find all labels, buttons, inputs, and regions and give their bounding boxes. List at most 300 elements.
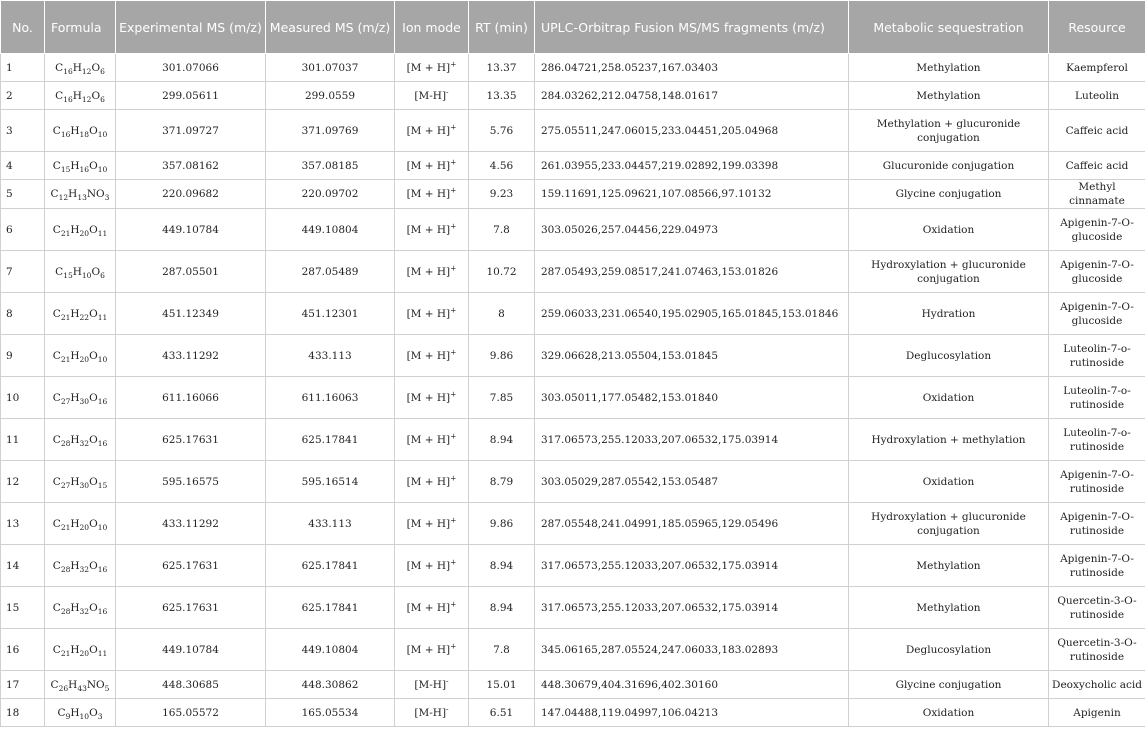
cell-resource: Kaempferol [1049,54,1145,82]
ion-charge: + [450,122,457,131]
cell-formula [45,180,116,209]
formula-subscript: 11 [97,228,108,238]
ion-charge: + [450,473,457,482]
table-row [1,503,1145,545]
cell-rt: 8.79 [469,461,535,503]
formula-element: O [89,559,98,572]
formula-element: H [72,61,82,74]
formula-element: H [72,265,82,278]
cell-experimental-ms: 371.09727 [116,110,266,152]
formula-element: O [89,475,98,488]
cell-formula [45,629,116,671]
cell-ion-mode [395,180,469,209]
ion-charge: + [450,389,457,398]
ion-mode-label: [M + H] [406,159,451,172]
cell-formula [45,419,116,461]
cell-experimental-ms: 449.10784 [116,629,266,671]
cell-rt: 15.01 [469,671,535,699]
cell-measured-ms: 287.05489 [266,251,395,293]
cell-fragments: 329.06628,213.05504,153.01845 [535,335,849,377]
ion-charge: - [446,676,449,685]
cell-ion-mode [395,503,469,545]
formula-element: H [68,188,78,200]
formula-element: C [52,307,61,320]
formula-subscript: 16 [63,66,73,76]
cell-resource: Methyl cinnamate [1049,180,1145,209]
formula-element: C [52,601,61,614]
cell-experimental-ms: 433.11292 [116,503,266,545]
cell-no: 14 [1,545,45,587]
ion-mode-label: [M-H] [414,678,447,691]
cell-experimental-ms: 301.07066 [116,54,266,82]
ion-charge: + [450,431,457,440]
formula-subscript: 30 [79,396,90,406]
header-measured-ms: Measured MS (m/z) [266,1,395,54]
cell-metabolic-sequestration: Methylation [849,545,1049,587]
ion-charge: + [450,347,457,356]
formula-subscript: 10 [81,270,92,280]
cell-metabolic-sequestration: Deglucosylation [849,335,1049,377]
formula-subscript: 3 [104,193,110,203]
cell-formula [45,152,116,180]
cell-fragments: 261.03955,233.04457,219.02892,199.03398 [535,152,849,180]
cell-rt: 8.94 [469,545,535,587]
cell-formula [45,110,116,152]
cell-metabolic-sequestration: Hydroxylation + methylation [849,419,1049,461]
formula-element: C [55,89,64,102]
formula-element: C [57,706,66,719]
cell-measured-ms: 220.09702 [266,180,395,209]
formula-element: H [70,307,80,320]
cell-formula [45,671,116,699]
cell-metabolic-sequestration: Methylation [849,587,1049,629]
formula-subscript: 5 [104,683,110,693]
cell-rt: 13.35 [469,82,535,110]
cell-formula [45,461,116,503]
formula-element: O [89,159,98,172]
cell-ion-mode [395,629,469,671]
table-row [1,377,1145,419]
header-ion-mode: Ion mode [395,1,469,54]
header-no: No. [1,1,45,54]
ion-charge: + [450,185,457,195]
cell-metabolic-sequestration: Oxidation [849,209,1049,251]
cell-ion-mode [395,699,469,727]
header-fragments: UPLC-Orbitrap Fusion MS/MS fragments (m/z) [535,1,849,54]
formula-subscript: 22 [79,312,90,322]
formula-element: O [91,61,101,74]
cell-metabolic-sequestration: Oxidation [849,699,1049,727]
cell-ion-mode [395,293,469,335]
cell-metabolic-sequestration: Deglucosylation [849,629,1049,671]
table-body [1,54,1145,727]
cell-no: 2 [1,82,45,110]
table-row [1,110,1145,152]
table-row [1,699,1145,727]
cell-fragments: 147.04488,119.04997,106.04213 [535,699,849,727]
cell-fragments: 317.06573,255.12033,207.06532,175.03914 [535,419,849,461]
formula-element: C [52,124,61,137]
formula-subscript: 28 [60,606,71,616]
cell-metabolic-sequestration: Hydroxylation + glucuronide conjugation [849,503,1049,545]
cell-metabolic-sequestration: Methylation [849,82,1049,110]
formula-subscript: 11 [97,312,108,322]
cell-fragments: 287.05493,259.08517,241.07463,153.01826 [535,251,849,293]
cell-measured-ms: 449.10804 [266,209,395,251]
formula-element: H [68,678,78,691]
cell-resource: Apigenin-7-O-rutinoside [1049,461,1145,503]
cell-resource: Apigenin-7-O-glucoside [1049,293,1145,335]
formula-element: O [89,307,98,320]
cell-measured-ms: 625.17841 [266,419,395,461]
cell-no: 12 [1,461,45,503]
cell-rt: 7.8 [469,209,535,251]
formula-subscript: 27 [60,396,71,406]
formula-subscript: 15 [97,480,108,490]
cell-fragments: 303.05026,257.04456,229.04973 [535,209,849,251]
formula-subscript: 26 [58,683,69,693]
cell-experimental-ms: 449.10784 [116,209,266,251]
cell-ion-mode [395,82,469,110]
table-row [1,587,1145,629]
formula-element: NO [86,678,105,691]
cell-metabolic-sequestration: Methylation [849,54,1049,82]
cell-no: 13 [1,503,45,545]
cell-ion-mode [395,251,469,293]
cell-formula [45,545,116,587]
formula-subscript: 20 [79,522,90,532]
table-header [1,1,1145,54]
formula-element: O [89,643,98,656]
header-rt: RT (min) [469,1,535,54]
cell-experimental-ms: 299.05611 [116,82,266,110]
cell-ion-mode [395,54,469,82]
cell-resource: Luteolin-7-o-rutinoside [1049,419,1145,461]
cell-rt: 7.8 [469,629,535,671]
cell-formula [45,82,116,110]
ion-mode-label: [M + H] [406,559,451,572]
formula-subscript: 21 [60,228,71,238]
formula-subscript: 21 [60,648,71,658]
formula-subscript: 21 [60,312,71,322]
cell-measured-ms: 433.113 [266,335,395,377]
cell-measured-ms: 371.09769 [266,110,395,152]
formula-element: C [52,159,61,172]
cell-ion-mode [395,545,469,587]
formula-element: O [89,517,98,530]
table-row [1,419,1145,461]
cell-fragments: 345.06165,287.05524,247.06033,183.02893 [535,629,849,671]
formula-subscript: 43 [77,683,87,693]
table-row [1,251,1145,293]
cell-metabolic-sequestration: Glucuronide conjugation [849,152,1049,180]
cell-experimental-ms: 451.12349 [116,293,266,335]
ion-mode-label: [M + H] [406,601,451,614]
formula-element: C [52,475,61,488]
formula-subscript: 16 [97,438,108,448]
cell-fragments: 317.06573,255.12033,207.06532,175.03914 [535,545,849,587]
cell-no: 17 [1,671,45,699]
formula-subscript: 6 [100,66,105,76]
cell-formula [45,587,116,629]
header-metabolic-sequestration: Metabolic sequestration [849,1,1049,54]
cell-measured-ms: 357.08185 [266,152,395,180]
formula-subscript: 11 [97,648,108,658]
cell-fragments: 159.11691,125.09621,107.08566,97.10132 [535,180,849,209]
formula-element: C [52,223,61,236]
table-row [1,335,1145,377]
formula-subscript: 10 [97,129,108,139]
formula-subscript: 16 [97,564,108,574]
ion-charge: + [450,557,457,566]
cell-measured-ms: 625.17841 [266,545,395,587]
formula-subscript: 16 [97,606,108,616]
formula-element: H [70,124,80,137]
cell-metabolic-sequestration: Methylation + glucuronide conjugation [849,110,1049,152]
cell-formula [45,54,116,82]
cell-ion-mode [395,152,469,180]
formula-element: H [70,223,80,236]
ion-charge: + [450,305,457,314]
table-row [1,180,1145,209]
cell-experimental-ms: 220.09682 [116,180,266,209]
formula-element: C [52,349,61,362]
cell-experimental-ms: 287.05501 [116,251,266,293]
ion-mode-label: [M + H] [406,349,451,362]
cell-measured-ms: 165.05534 [266,699,395,727]
cell-resource: Apigenin-7-O-rutinoside [1049,503,1145,545]
cell-no: 10 [1,377,45,419]
cell-no: 8 [1,293,45,335]
formula-element: H [70,643,80,656]
cell-formula [45,699,116,727]
cell-formula [45,377,116,419]
cell-resource: Luteolin-7-o-rutinoside [1049,335,1145,377]
cell-no: 18 [1,699,45,727]
formula-element: C [55,265,64,278]
cell-ion-mode [395,377,469,419]
ion-charge: + [450,157,457,166]
formula-element: O [89,124,98,137]
formula-element: C [52,559,61,572]
cell-ion-mode [395,209,469,251]
cell-rt: 4.56 [469,152,535,180]
cell-resource: Apigenin-7-O-glucoside [1049,209,1145,251]
formula-subscript: 10 [79,711,90,721]
cell-measured-ms: 301.07037 [266,54,395,82]
cell-fragments: 275.05511,247.06015,233.04451,205.04968 [535,110,849,152]
formula-subscript: 20 [79,228,90,238]
formula-element: O [89,706,98,719]
cell-measured-ms: 451.12301 [266,293,395,335]
ion-charge: + [450,59,457,68]
formula-element: H [72,89,82,102]
table-row [1,152,1145,180]
ion-mode-label: [M + H] [406,391,451,404]
cell-resource: Caffeic acid [1049,110,1145,152]
cell-measured-ms: 448.30862 [266,671,395,699]
formula-subscript: 16 [63,94,73,104]
formula-subscript: 12 [81,94,92,104]
cell-rt: 9.86 [469,503,535,545]
cell-rt: 7.85 [469,377,535,419]
ion-mode-label: [M + H] [406,188,451,200]
cell-resource: Quercetin-3-O-rutinoside [1049,629,1145,671]
formula-subscript: 21 [60,522,71,532]
cell-fragments: 286.04721,258.05237,167.03403 [535,54,849,82]
formula-element: H [70,159,80,172]
cell-fragments: 287.05548,241.04991,185.05965,129.05496 [535,503,849,545]
formula-subscript: 20 [79,354,90,364]
cell-formula [45,335,116,377]
cell-metabolic-sequestration: Oxidation [849,377,1049,419]
cell-fragments: 448.30679,404.31696,402.30160 [535,671,849,699]
formula-element: C [52,433,61,446]
ion-mode-label: [M + H] [406,307,451,320]
formula-subscript: 27 [60,480,71,490]
header-experimental-ms: Experimental MS (m/z) [116,1,266,54]
ion-mode-label: [M + H] [406,475,451,488]
table-row [1,461,1145,503]
cell-no: 11 [1,419,45,461]
ion-charge: + [450,599,457,608]
cell-experimental-ms: 625.17631 [116,545,266,587]
formula-subscript: 21 [60,354,71,364]
cell-measured-ms: 611.16063 [266,377,395,419]
cell-formula [45,503,116,545]
formula-subscript: 15 [60,164,71,174]
cell-measured-ms: 625.17841 [266,587,395,629]
formula-element: H [70,433,80,446]
formula-subscript: 6 [100,94,105,104]
ion-charge: - [446,87,449,96]
cell-rt: 8.94 [469,419,535,461]
formula-subscript: 10 [97,164,108,174]
cell-formula [45,209,116,251]
formula-subscript: 15 [63,270,73,280]
ion-mode-label: [M-H] [414,706,447,719]
formula-subscript: 30 [79,480,90,490]
formula-element: O [89,223,98,236]
formula-subscript: 10 [97,522,108,532]
cell-experimental-ms: 165.05572 [116,699,266,727]
ion-mode-label: [M + H] [406,124,451,137]
table-row [1,545,1145,587]
cell-no: 9 [1,335,45,377]
formula-element: C [52,517,61,530]
formula-element: O [89,349,98,362]
cell-no: 16 [1,629,45,671]
cell-experimental-ms: 611.16066 [116,377,266,419]
cell-rt: 8.94 [469,587,535,629]
formula-element: H [70,601,80,614]
formula-element: H [70,391,80,404]
cell-resource: Apigenin-7-O-glucoside [1049,251,1145,293]
formula-subscript: 12 [81,66,92,76]
formula-element: H [70,475,80,488]
cell-fragments: 303.05029,287.05542,153.05487 [535,461,849,503]
cell-resource: Quercetin-3-O-rutinoside [1049,587,1145,629]
cell-no: 7 [1,251,45,293]
formula-element: O [89,433,98,446]
cell-ion-mode [395,419,469,461]
cell-no: 15 [1,587,45,629]
formula-element: O [89,601,98,614]
cell-no: 3 [1,110,45,152]
cell-resource: Apigenin-7-O-rutinoside [1049,545,1145,587]
header-row [1,1,1145,54]
header-resource: Resource [1049,1,1145,54]
cell-metabolic-sequestration: Glycine conjugation [849,671,1049,699]
formula-subscript: 32 [79,606,90,616]
cell-no: 6 [1,209,45,251]
formula-element: O [89,391,98,404]
ion-mode-label: [M + H] [406,61,451,74]
formula-subscript: 3 [97,711,103,721]
cell-resource: Luteolin [1049,82,1145,110]
formula-subscript: 12 [58,193,69,203]
ion-charge: + [450,221,457,230]
cell-resource: Luteolin-7-o-rutinoside [1049,377,1145,419]
cell-ion-mode [395,461,469,503]
cell-resource: Caffeic acid [1049,152,1145,180]
ion-mode-label: [M-H] [414,89,447,102]
ion-charge: + [450,641,457,650]
cell-fragments: 284.03262,212.04758,148.01617 [535,82,849,110]
formula-subscript: 16 [97,396,108,406]
cell-rt: 10.72 [469,251,535,293]
cell-metabolic-sequestration: Glycine conjugation [849,180,1049,209]
formula-element: C [52,643,61,656]
formula-subscript: 28 [60,564,71,574]
cell-rt: 9.86 [469,335,535,377]
formula-element: C [50,678,59,691]
cell-ion-mode [395,110,469,152]
cell-measured-ms: 299.0559 [266,82,395,110]
formula-element: NO [86,188,105,200]
cell-experimental-ms: 625.17631 [116,587,266,629]
formula-subscript: 6 [100,270,105,280]
ion-charge: + [450,263,457,272]
ion-mode-label: [M + H] [406,223,451,236]
table-row [1,293,1145,335]
cell-metabolic-sequestration: Hydroxylation + glucuronide conjugation [849,251,1049,293]
formula-element: O [91,265,101,278]
cell-experimental-ms: 625.17631 [116,419,266,461]
cell-rt: 8 [469,293,535,335]
cell-rt: 6.51 [469,699,535,727]
formula-element: H [70,349,80,362]
formula-element: H [70,706,80,719]
ion-mode-label: [M + H] [406,265,451,278]
table-row [1,629,1145,671]
cell-rt: 5.76 [469,110,535,152]
table-row [1,82,1145,110]
cell-fragments: 259.06033,231.06540,195.02905,165.01845,153.01846 [535,293,849,335]
cell-metabolic-sequestration: Oxidation [849,461,1049,503]
cell-ion-mode [395,587,469,629]
cell-measured-ms: 449.10804 [266,629,395,671]
formula-subscript: 28 [60,438,71,448]
cell-formula [45,251,116,293]
cell-fragments: 303.05011,177.05482,153.01840 [535,377,849,419]
cell-formula [45,293,116,335]
formula-subscript: 18 [79,129,90,139]
formula-subscript: 16 [60,129,71,139]
formula-element: C [50,188,59,200]
cell-no: 1 [1,54,45,82]
formula-element: C [52,391,61,404]
